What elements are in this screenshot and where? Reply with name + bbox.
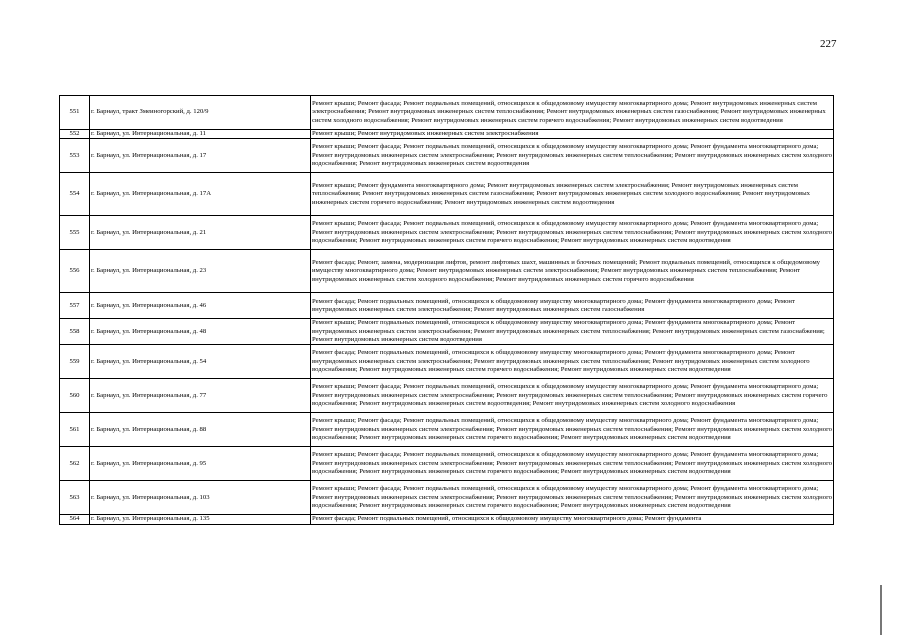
row-works: Ремонт крыши; Ремонт фасада; Ремонт подвальных помещений, относящихся к общедомовому имуществу многоквартирного дома; Ремонт фундамента многоквартирного дома; Ремонт внутридомовых инженерных систем электроснабжения; Ремонт внутридомовых инженерных систем теплоснабжения; Ремонт внутридомовых инженерных систем горячего водоснабжения; Ремонт внутридомовых инженерных систем водоотведения; Ремонт внутридомовых инженерных систем холодного водоснабжения <box>311 379 834 413</box>
table-row <box>60 319 834 345</box>
row-works: Ремонт крыши; Ремонт фасада; Ремонт подвальных помещений, относящихся к общедомовому имуществу многоквартирного дома; Ремонт фундамента многоквартирного дома; Ремонт внутридомовых инженерных систем электроснабжения; Ремонт внутридомовых инженерных систем теплоснабжения; Ремонт внутридомовых инженерных систем холодного водоснабжения; Ремонт внутридомовых инженерных систем горячего водоснабжения; Ремонт внутридомовых инженерных систем водоотведения <box>311 216 834 250</box>
row-works: Ремонт крыши; Ремонт фасада; Ремонт подвальных помещений, относящихся к общедомовому имуществу многоквартирного дома; Ремонт фундамента многоквартирного дома; Ремонт внутридомовых инженерных систем электроснабжения; Ремонт внутридомовых инженерных систем теплоснабжения; Ремонт внутридомовых инженерных систем холодного водоснабжения; Ремонт внутридомовых инженерных систем горячего водоснабжения; Ремонт внутридомовых инженерных систем водоотведения <box>311 481 834 515</box>
row-number: 551 <box>60 96 90 130</box>
row-address: г. Барнаул, ул. Интернациональная, д. 17А <box>90 173 311 216</box>
row-works: Ремонт крыши; Ремонт фасада; Ремонт подвальных помещений, относящихся к общедомовому имуществу многоквартирного дома; Ремонт внутридомовых инженерных систем электроснабжения; Ремонт внутридомовых инженерных систем теплоснабжения; Ремонт внутридомовых инженерных систем газоснабжения; Ремонт внутридомовых инженерных систем холодного водоснабжения; Ремонт внутридомовых инженерных систем горячего водоснабжения; Ремонт внутридомовых инженерных систем водоотведения <box>311 96 834 130</box>
row-number: 564 <box>60 515 90 524</box>
row-address: г. Барнаул, ул. Интернациональная, д. 21 <box>90 216 311 250</box>
row-number: 559 <box>60 345 90 379</box>
table-row <box>60 130 834 139</box>
row-number: 560 <box>60 379 90 413</box>
table-row <box>60 139 834 173</box>
table-row <box>60 413 834 447</box>
row-works: Ремонт крыши; Ремонт подвальных помещений, относящихся к общедомовому имуществу многоквартирного дома; Ремонт фундамента многоквартирного дома; Ремонт внутридомовых инженерных систем электроснабжения; Ремонт внутридомовых инженерных систем теплоснабжения; Ремонт внутридомовых инженерных систем газоснабжения; Ремонт внутридомовых инженерных систем водоотведения <box>311 319 834 345</box>
table-row <box>60 250 834 293</box>
row-number: 556 <box>60 250 90 293</box>
row-address: г. Барнаул, ул. Интернациональная, д. 54 <box>90 345 311 379</box>
row-works: Ремонт фасада; Ремонт подвальных помещений, относящихся к общедомовому имуществу многоквартирного дома; Ремонт фундамента <box>311 515 834 524</box>
row-works: Ремонт фасада; Ремонт подвальных помещений, относящихся к общедомовому имуществу многоквартирного дома; Ремонт фундамента многоквартирного дома; Ремонт внутридомовых инженерных систем электроснабжения; Ремонт внутридомовых инженерных систем теплоснабжения; Ремонт внутридомовых инженерных систем холодного водоснабжения; Ремонт внутридомовых инженерных систем горячего водоснабжения; Ремонт внутридомовых инженерных систем водоотведения <box>311 345 834 379</box>
row-address: г. Барнаул, ул. Интернациональная, д. 77 <box>90 379 311 413</box>
table-row <box>60 96 834 130</box>
row-number: 563 <box>60 481 90 515</box>
row-works: Ремонт крыши; Ремонт фасада; Ремонт подвальных помещений, относящихся к общедомовому имуществу многоквартирного дома; Ремонт фундамента многоквартирного дома; Ремонт внутридомовых инженерных систем электроснабжения; Ремонт внутридомовых инженерных систем теплоснабжения; Ремонт внутридомовых инженерных систем холодного водоснабжения; Ремонт внутридомовых инженерных систем горячего водоснабжения; Ремонт внутридомовых инженерных систем водоотведения <box>311 447 834 481</box>
row-address: г. Барнаул, ул. Интернациональная, д. 11 <box>90 130 311 139</box>
row-number: 562 <box>60 447 90 481</box>
scan-artifact-top <box>0 6 905 8</box>
scan-artifact-right <box>880 585 882 635</box>
repair-table <box>59 95 834 525</box>
row-address: г. Барнаул, ул. Интернациональная, д. 88 <box>90 413 311 447</box>
row-works: Ремонт крыши; Ремонт фундамента многоквартирного дома; Ремонт внутридомовых инженерных систем электроснабжения; Ремонт внутридомовых инженерных систем теплоснабжения; Ремонт внутридомовых инженерных систем газоснабжения; Ремонт внутридомовых инженерных систем холодного водоснабжения; Ремонт внутридомовых инженерных систем горячего водоснабжения; Ремонт внутридомовых инженерных систем водоотведения <box>311 173 834 216</box>
row-number: 557 <box>60 293 90 319</box>
row-address: г. Барнаул, ул. Интернациональная, д. 95 <box>90 447 311 481</box>
row-number: 552 <box>60 130 90 139</box>
table-row <box>60 481 834 515</box>
row-number: 561 <box>60 413 90 447</box>
row-address: г. Барнаул, ул. Интернациональная, д. 23 <box>90 250 311 293</box>
row-address: г. Барнаул, ул. Интернациональная, д. 103 <box>90 481 311 515</box>
repair-table-body <box>60 96 834 525</box>
row-address: г. Барнаул, ул. Интернациональная, д. 46 <box>90 293 311 319</box>
row-works: Ремонт крыши; Ремонт фасада; Ремонт подвальных помещений, относящихся к общедомовому имуществу многоквартирного дома; Ремонт фундамента многоквартирного дома; Ремонт внутридомовых инженерных систем электроснабжения; Ремонт внутридомовых инженерных систем теплоснабжения; Ремонт внутридомовых инженерных систем холодного водоснабжения; Ремонт внутридомовых инженерных систем горячего водоснабжения; Ремонт внутридомовых инженерных систем водоотведения <box>311 413 834 447</box>
page-number: 227 <box>820 38 837 50</box>
row-number: 558 <box>60 319 90 345</box>
row-number: 554 <box>60 173 90 216</box>
row-works: Ремонт крыши; Ремонт внутридомовых инженерных систем электроснабжения <box>311 130 834 139</box>
row-works: Ремонт фасада; Ремонт подвальных помещений, относящихся к общедомовому имуществу многоквартирного дома; Ремонт фундамента многоквартирного дома; Ремонт внутридомовых инженерных систем электроснабжения; Ремонт внутридомовых инженерных систем газоснабжения <box>311 293 834 319</box>
row-address: г. Барнаул, тракт Змеиногорский, д. 120/9 <box>90 96 311 130</box>
row-works: Ремонт фасада; Ремонт, замена, модернизация лифтов, ремонт лифтовых шахт, машинных и блочных помещений; Ремонт подвальных помещений, относящихся к общедомовому имуществу многоквартирного дома; Ремонт внутридомовых инженерных систем электроснабжения; Ремонт внутридомовых инженерных систем теплоснабжения; Ремонт внутридомовых инженерных систем холодного водоснабжения; Ремонт внутридомовых инженерных систем горячего водоснабжения <box>311 250 834 293</box>
table-row <box>60 379 834 413</box>
table-row <box>60 515 834 524</box>
row-number: 553 <box>60 139 90 173</box>
row-number: 555 <box>60 216 90 250</box>
table-row <box>60 447 834 481</box>
table-row <box>60 216 834 250</box>
row-address: г. Барнаул, ул. Интернациональная, д. 48 <box>90 319 311 345</box>
table-row <box>60 293 834 319</box>
table-row <box>60 345 834 379</box>
table-row <box>60 173 834 216</box>
row-address: г. Барнаул, ул. Интернациональная, д. 17 <box>90 139 311 173</box>
row-works: Ремонт крыши; Ремонт фасада; Ремонт подвальных помещений, относящихся к общедомовому имуществу многоквартирного дома; Ремонт фундамента многоквартирного дома; Ремонт внутридомовых инженерных систем электроснабжения; Ремонт внутридомовых инженерных систем теплоснабжения; Ремонт внутридомовых инженерных систем холодного водоснабжения; Ремонт внутридомовых инженерных систем водоотведения <box>311 139 834 173</box>
row-address: г. Барнаул, ул. Интернациональная, д. 135 <box>90 515 311 524</box>
